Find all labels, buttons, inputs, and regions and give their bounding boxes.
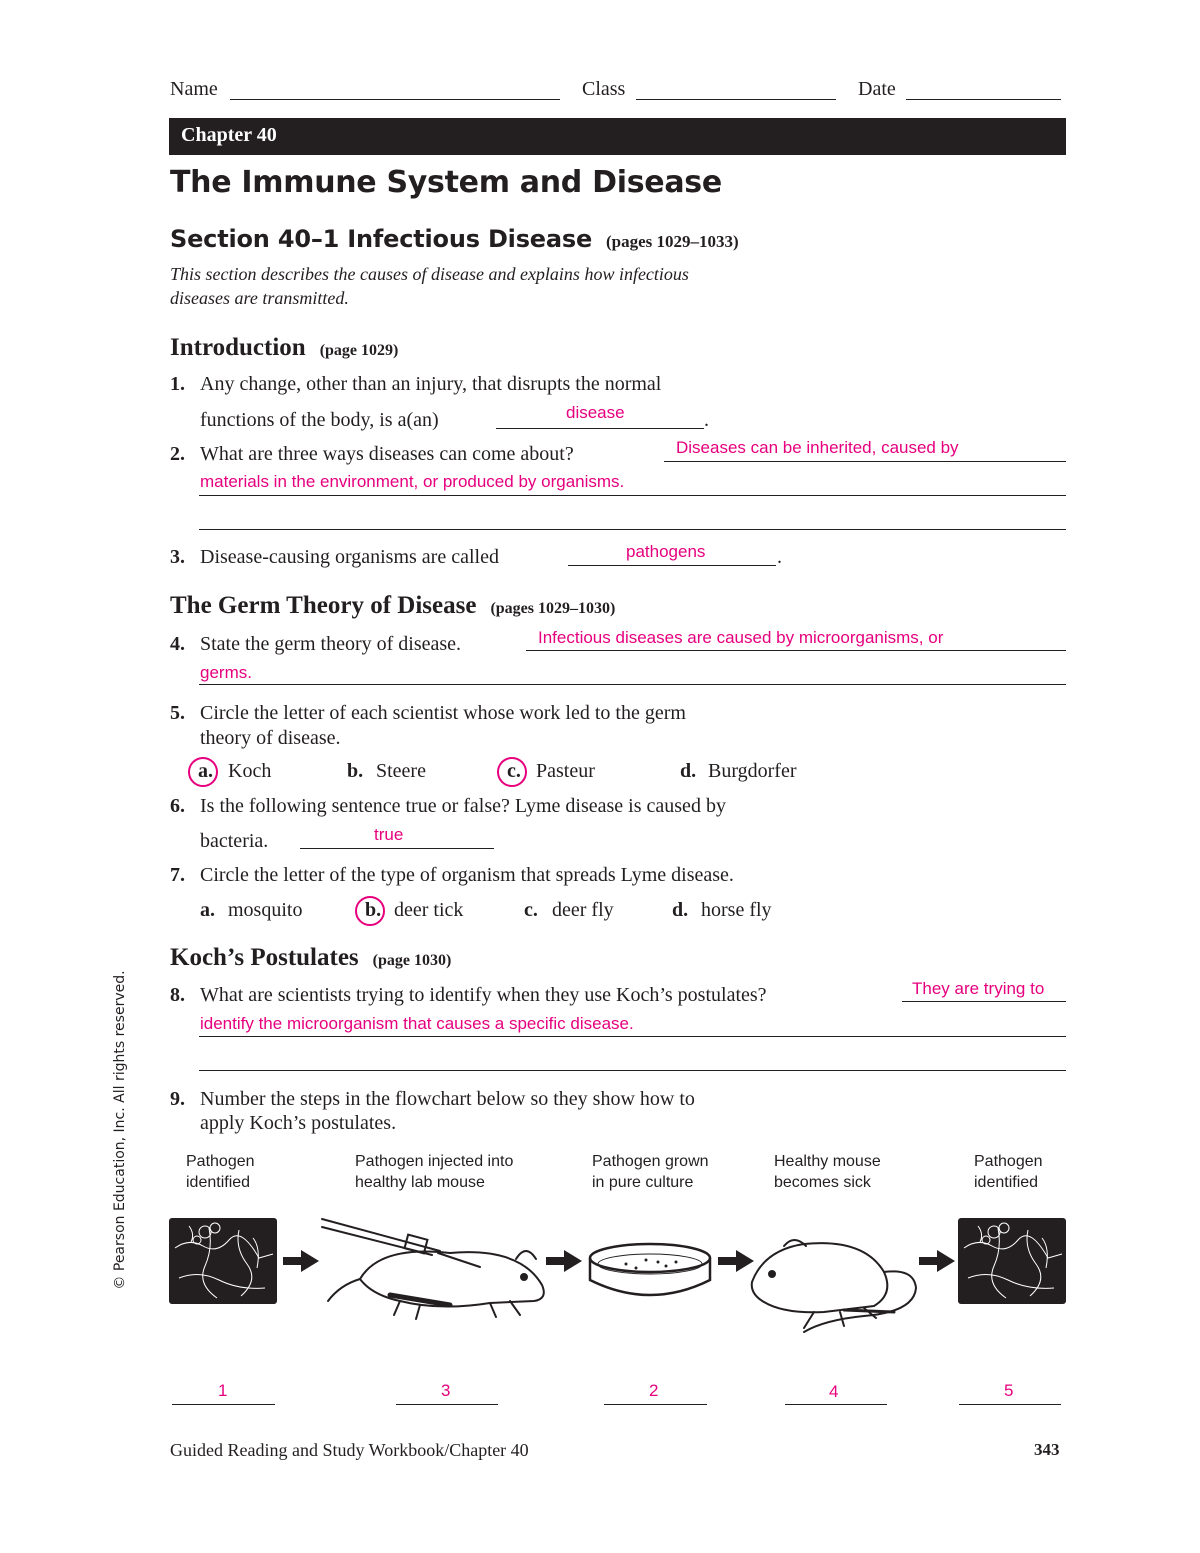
flow-step-5-caption-line1: Pathogen xyxy=(974,1153,1043,1170)
q5-option-d-text: Burgdorfer xyxy=(708,760,797,782)
q8-answer-line-2[interactable] xyxy=(199,1036,1066,1037)
q5-number: 5. xyxy=(170,702,185,724)
name-field[interactable] xyxy=(230,99,560,100)
flow-step-4-caption-line1: Healthy mouse xyxy=(774,1153,881,1170)
q2-answer-line-1[interactable] xyxy=(664,461,1066,462)
q7-number: 7. xyxy=(170,864,185,886)
q4-number: 4. xyxy=(170,633,185,655)
q7-option-a-letter[interactable]: a. xyxy=(200,899,215,921)
section-pages: (pages 1029–1033) xyxy=(606,232,739,251)
flow-step-1-caption xyxy=(186,1151,255,1193)
q7-option-b-letter[interactable]: b. xyxy=(365,899,382,921)
q5-option-a-letter[interactable]: a. xyxy=(198,760,213,782)
q5-option-c-letter[interactable]: c. xyxy=(507,760,521,782)
page-number: 343 xyxy=(1034,1440,1060,1459)
petri-dish-icon xyxy=(586,1240,714,1304)
q6-answer-line[interactable] xyxy=(300,848,494,849)
q5-option-d-letter[interactable]: d. xyxy=(680,760,697,782)
germ-heading-text: The Germ Theory of Disease xyxy=(170,592,477,619)
koch-heading-text: Koch’s Postulates xyxy=(170,944,359,971)
q3-answer-line[interactable] xyxy=(568,565,776,566)
koch-heading xyxy=(170,944,451,972)
q1-number: 1. xyxy=(170,373,185,395)
flow-step-5-answer: 5 xyxy=(1004,1381,1014,1400)
q9-line1: Number the steps in the flowchart below so they show how to xyxy=(200,1088,695,1110)
q8-answer-line2: identify the microorganism that causes a specific disease. xyxy=(200,1014,634,1033)
chapter-bar xyxy=(169,118,1066,155)
microscope-slide-icon xyxy=(958,1218,1066,1304)
flow-step-1-answer: 1 xyxy=(218,1381,228,1400)
q5-line2: theory of disease. xyxy=(200,727,341,749)
flow-step-5-answer-line[interactable] xyxy=(959,1404,1061,1405)
germ-heading xyxy=(170,592,615,620)
q6-line2: bacteria. xyxy=(200,830,269,852)
q5-option-b-text: Steere xyxy=(376,760,426,782)
copyright-note: © Pearson Education, Inc. All rights reserved. xyxy=(112,970,128,1290)
right-arrow-icon xyxy=(919,1250,955,1272)
flow-step-4-caption xyxy=(774,1151,881,1193)
date-label: Date xyxy=(858,78,896,100)
q8-answer-line-1[interactable] xyxy=(902,1001,1066,1002)
flow-step-4-answer: 4 xyxy=(829,1382,839,1401)
q8-number: 8. xyxy=(170,984,185,1006)
q5-option-c-text: Pasteur xyxy=(536,760,595,782)
q1-line2: functions of the body, is a(an) xyxy=(200,409,439,431)
q9-line2: apply Koch’s postulates. xyxy=(200,1112,397,1134)
q8-answer-line-3[interactable] xyxy=(199,1070,1066,1071)
intro-heading-text: Introduction xyxy=(170,334,306,361)
class-label: Class xyxy=(582,78,626,100)
chapter-label: Chapter 40 xyxy=(181,124,277,146)
q2-answer-line-3[interactable] xyxy=(199,529,1066,530)
q2-text: What are three ways diseases can come about? xyxy=(200,443,574,465)
q2-answer-line2: materials in the environment, or produced by organisms. xyxy=(200,472,625,491)
date-field[interactable] xyxy=(906,99,1061,100)
section-description-line2: diseases are transmitted. xyxy=(170,288,349,308)
q1-period: . xyxy=(704,409,709,431)
intro-pages: (page 1029) xyxy=(319,342,399,359)
footer-title: Guided Reading and Study Workbook/Chapter 40 xyxy=(170,1440,529,1460)
q9-number: 9. xyxy=(170,1088,185,1110)
q8-text: What are scientists trying to identify when they use Koch’s postulates? xyxy=(200,984,767,1006)
q3-text: Disease-causing organisms are called xyxy=(200,546,499,568)
flow-step-1-answer-line[interactable] xyxy=(172,1404,275,1405)
flow-step-2-answer: 3 xyxy=(441,1381,451,1400)
flow-step-5-caption xyxy=(974,1151,1043,1193)
q7-option-a-text: mosquito xyxy=(228,899,303,921)
flow-step-4-caption-line2: becomes sick xyxy=(774,1174,871,1191)
sick-mouse-icon xyxy=(744,1232,924,1342)
flow-step-2-caption-line2: healthy lab mouse xyxy=(355,1174,485,1191)
q5-option-b-letter[interactable]: b. xyxy=(347,760,364,782)
flow-step-2-answer-line[interactable] xyxy=(396,1404,498,1405)
mouse-injection-icon xyxy=(320,1215,560,1330)
q8-answer-line1: They are trying to xyxy=(912,979,1045,998)
q7-option-d-text: horse fly xyxy=(701,899,772,921)
q4-answer-line-1[interactable] xyxy=(526,650,1066,651)
q2-answer-line1: Diseases can be inherited, caused by xyxy=(676,438,959,457)
q6-answer: true xyxy=(374,825,404,844)
q4-answer-line2: germs. xyxy=(200,663,252,682)
flow-step-4-answer-line[interactable] xyxy=(785,1404,887,1405)
q7-option-b-text: deer tick xyxy=(394,899,464,921)
q6-number: 6. xyxy=(170,795,185,817)
q4-answer-line1: Infectious diseases are caused by microorganisms, or xyxy=(538,628,944,647)
q1-answer-line[interactable] xyxy=(496,428,704,429)
flow-step-3-caption-line1: Pathogen grown xyxy=(592,1153,709,1170)
q1-line1: Any change, other than an injury, that disrupts the normal xyxy=(200,373,662,395)
class-field[interactable] xyxy=(636,99,836,100)
koch-pages: (page 1030) xyxy=(372,952,452,969)
q6-line1: Is the following sentence true or false? Lyme disease is caused by xyxy=(200,795,726,817)
q3-answer: pathogens xyxy=(626,542,706,561)
flow-step-2-caption-line1: Pathogen injected into xyxy=(355,1153,514,1170)
q5-option-a-text: Koch xyxy=(228,760,272,782)
flow-step-5-caption-line2: identified xyxy=(974,1174,1039,1191)
q3-period: . xyxy=(777,546,782,568)
page-title: The Immune System and Disease xyxy=(170,165,722,200)
flow-step-3-answer: 2 xyxy=(649,1381,659,1400)
q5-line1: Circle the letter of each scientist whose work led to the germ xyxy=(200,702,686,724)
section-description-line1: This section describes the causes of disease and explains how infectious xyxy=(170,264,689,284)
intro-heading xyxy=(170,334,398,362)
q7-option-c-letter[interactable]: c. xyxy=(524,899,538,921)
q7-option-d-letter[interactable]: d. xyxy=(672,899,689,921)
q1-answer: disease xyxy=(566,403,625,422)
q2-number: 2. xyxy=(170,443,185,465)
flow-step-3-caption-line2: in pure culture xyxy=(592,1174,694,1191)
q4-answer-line-2[interactable] xyxy=(199,684,1066,685)
q2-answer-line-2[interactable] xyxy=(199,495,1066,496)
q7-option-c-text: deer fly xyxy=(552,899,614,921)
q3-number: 3. xyxy=(170,546,185,568)
flow-step-2-caption xyxy=(355,1151,513,1193)
flow-step-1-caption-line2: identified xyxy=(186,1174,251,1191)
microscope-slide-icon xyxy=(169,1218,277,1304)
flow-step-3-caption xyxy=(592,1151,709,1193)
section-heading xyxy=(170,225,739,253)
flow-step-1-caption-line1: Pathogen xyxy=(186,1153,255,1170)
right-arrow-icon xyxy=(546,1250,582,1272)
q4-text: State the germ theory of disease. xyxy=(200,633,462,655)
flow-step-3-answer-line[interactable] xyxy=(604,1404,707,1405)
germ-pages: (pages 1029–1030) xyxy=(490,600,616,617)
section-title: Section 40–1 Infectious Disease xyxy=(170,225,593,253)
q7-text: Circle the letter of the type of organism that spreads Lyme disease. xyxy=(200,864,734,886)
name-label: Name xyxy=(170,78,218,100)
right-arrow-icon xyxy=(283,1250,319,1272)
